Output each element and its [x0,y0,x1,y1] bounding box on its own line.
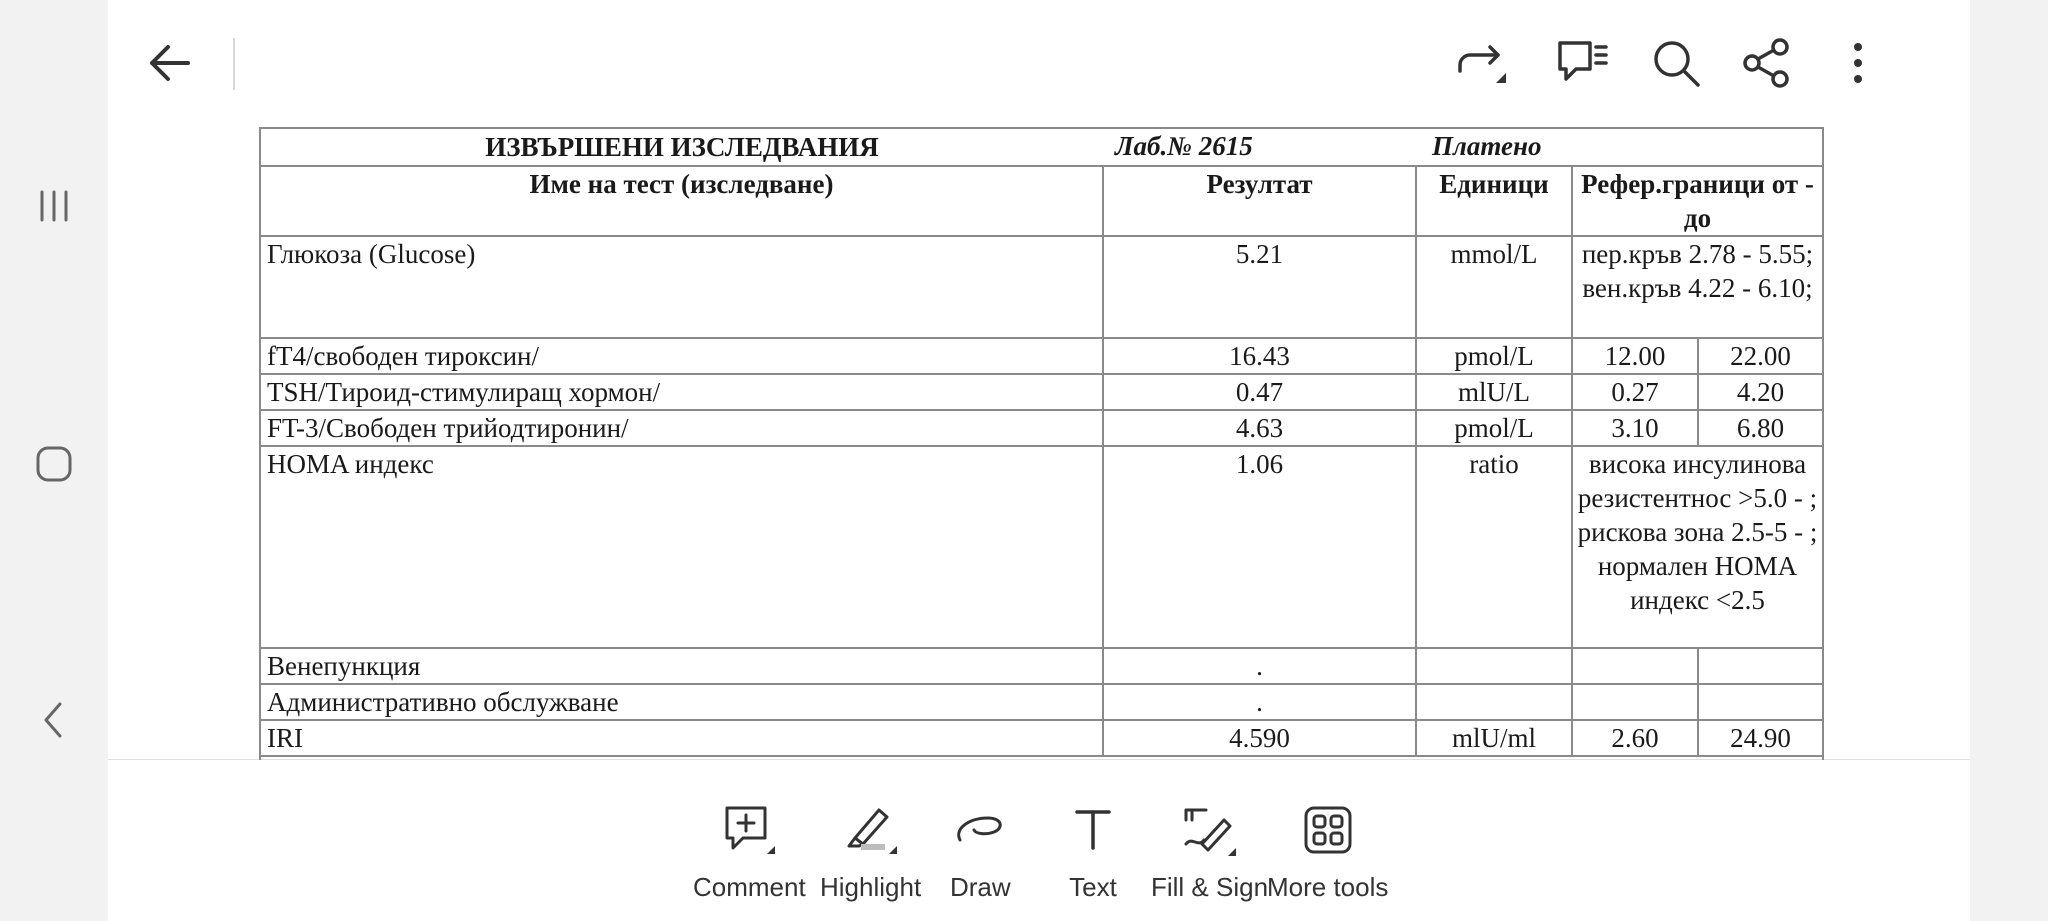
ref-low [1572,648,1698,684]
share-arrow-icon[interactable] [1446,27,1518,99]
test-name: HOMA индекс [260,446,1103,648]
payment-status: Платено [1416,128,1823,166]
table-title-row [260,128,1823,166]
col-header-result: Резултат [1103,166,1416,236]
test-units [1416,648,1572,684]
table-row [260,720,1823,756]
ref-low [1572,684,1698,720]
more-vert-icon[interactable] [1822,27,1894,99]
test-ref-range: висока инсулинова резистентнос >5.0 - ; рискова зона 2.5-5 - ; нормален HOMA индекс <2.5 [1572,446,1823,648]
nav-back-icon[interactable] [24,690,84,750]
test-name: TSH/Тироид-стимулиращ хормон/ [260,374,1103,410]
test-result: 4.590 [1103,720,1416,756]
test-units: mlU/L [1416,374,1572,410]
test-ref-range: пер.кръв 2.78 - 5.55; вен.кръв 4.22 - 6.10; [1572,236,1823,338]
ref-low: 2.60 [1572,720,1698,756]
test-name: Административно обслужване [260,684,1103,720]
ref-high: 6.80 [1698,410,1823,446]
text-label: Text [1069,872,1117,902]
ref-low: 0.27 [1572,374,1698,410]
test-result: 5.21 [1103,236,1416,338]
test-name: FT-3/Свободен трийодтиронин/ [260,410,1103,446]
highlighter-icon [841,800,901,860]
comment-add-icon [719,800,779,860]
highlight-tool-button[interactable] [820,800,921,903]
lab-number: Лаб.№ 2615 [1103,128,1416,166]
share-icon[interactable] [1730,27,1802,99]
text-t-icon [1063,800,1123,860]
test-result: . [1103,684,1416,720]
ref-low: 12.00 [1572,338,1698,374]
table-row [260,374,1823,410]
pdf-viewer-app [108,0,1970,921]
comment-label: Comment [693,872,806,902]
draw-tool-button[interactable] [950,800,1011,903]
home-icon[interactable] [24,434,84,494]
test-units: ratio [1416,446,1572,648]
table-row [260,684,1823,720]
system-nav-rail [0,0,108,921]
col-header-test: Име на тест (изследване) [260,166,1103,236]
search-icon[interactable] [1640,27,1712,99]
back-arrow-icon[interactable] [134,27,206,99]
bottom-toolbar [108,760,1970,921]
recents-icon[interactable] [24,176,84,236]
test-name: Глюкоза (Glucose) [260,236,1103,338]
test-units: mlU/ml [1416,720,1572,756]
table-row [260,446,1823,648]
text-tool-button[interactable] [1063,800,1123,903]
table-row [260,410,1823,446]
divider [233,38,235,90]
col-header-ref: Рефер.граници от - до [1572,166,1823,236]
draw-scribble-icon [950,800,1010,860]
test-name: IRI [260,720,1103,756]
draw-label: Draw [950,872,1011,902]
test-result: 4.63 [1103,410,1416,446]
ref-high [1698,648,1823,684]
col-header-units: Единици [1416,166,1572,236]
test-name: fT4/свободен тироксин/ [260,338,1103,374]
column-header-row [260,166,1823,236]
test-result: . [1103,648,1416,684]
comment-tool-button[interactable] [693,800,806,903]
top-app-bar [108,0,1970,128]
comments-icon[interactable] [1546,27,1618,99]
fill-sign-icon [1180,800,1240,860]
grid-apps-icon [1298,800,1358,860]
table-row [260,338,1823,374]
table-heading: ИЗВЪРШЕНИ ИЗСЛЕДВАНИЯ [260,128,1103,166]
ref-high: 4.20 [1698,374,1823,410]
table-row [260,236,1823,338]
test-units: pmol/L [1416,410,1572,446]
table-row [260,648,1823,684]
document-page[interactable] [108,127,1970,760]
ref-high: 22.00 [1698,338,1823,374]
test-result: 1.06 [1103,446,1416,648]
fill-sign-label: Fill & Sign [1151,872,1269,902]
test-name: Венепункция [260,648,1103,684]
ref-high [1698,684,1823,720]
test-result: 0.47 [1103,374,1416,410]
fill-sign-tool-button[interactable] [1151,800,1268,903]
test-units: pmol/L [1416,338,1572,374]
ref-high: 24.90 [1698,720,1823,756]
more-tools-button[interactable] [1267,800,1388,903]
ref-low: 3.10 [1572,410,1698,446]
more-tools-label: More tools [1267,872,1389,902]
lab-results-table [259,127,1824,799]
highlight-label: Highlight [820,872,922,902]
test-result: 16.43 [1103,338,1416,374]
test-units [1416,684,1572,720]
test-units: mmol/L [1416,236,1572,338]
